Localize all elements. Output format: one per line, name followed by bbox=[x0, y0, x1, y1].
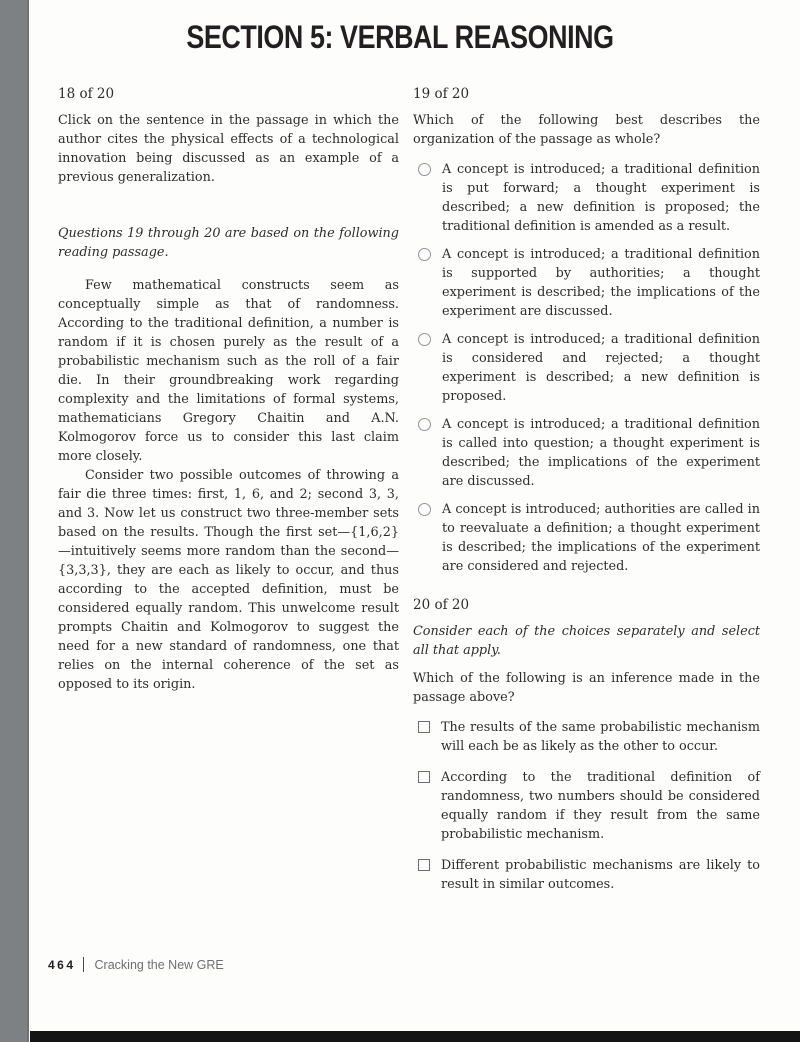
radio-button-icon[interactable] bbox=[418, 163, 431, 176]
passage-intro: Questions 19 through 20 are based on the following reading passage. bbox=[58, 226, 399, 260]
radio-button-icon[interactable] bbox=[418, 418, 431, 431]
question-19-number: 19 of 20 bbox=[413, 86, 470, 102]
radio-button-icon[interactable] bbox=[418, 333, 431, 346]
question-20-block bbox=[413, 597, 760, 894]
reading-passage[interactable] bbox=[58, 276, 399, 694]
question-18-number: 18 of 20 bbox=[58, 86, 115, 102]
answer-option[interactable] bbox=[418, 500, 760, 576]
checkbox-icon[interactable] bbox=[418, 859, 430, 871]
checkbox-icon[interactable] bbox=[418, 771, 430, 783]
passage-paragraph-1[interactable]: Few mathematical constructs seem as conceptually simple as that of randomness. According to the traditional definition, a number is random if it is chosen purely as the result of a probabilistic mechanism such as the roll of a fair die. In their groundbreaking work regarding complexity and the limitations of formal systems, mathematicians Gregory Chaitin and A.N. Kolmogorov force us to consider this last claim more closely. bbox=[58, 278, 399, 464]
answer-option[interactable] bbox=[418, 330, 760, 406]
radio-button-icon[interactable] bbox=[418, 503, 431, 516]
checkbox-icon[interactable] bbox=[418, 721, 430, 733]
left-column bbox=[58, 86, 399, 894]
option-label: The results of the same probabilistic mechanism will each be as likely as the other to occur. bbox=[441, 720, 760, 754]
page-footer bbox=[48, 957, 224, 972]
two-column-layout bbox=[58, 86, 760, 894]
bottom-page-edge-bar bbox=[30, 1031, 800, 1042]
answer-option[interactable] bbox=[418, 415, 760, 491]
left-margin-bar bbox=[0, 0, 29, 1042]
answer-option[interactable] bbox=[418, 245, 760, 321]
answer-option[interactable] bbox=[418, 856, 760, 894]
option-label: A concept is introduced; authorities are called in to reevaluate a definition; a thought experiment is described; the implications of the experiment are considered and rejected. bbox=[442, 502, 760, 574]
right-column bbox=[413, 86, 760, 894]
section-title: SECTION 5: VERBAL REASONING bbox=[186, 19, 614, 55]
passage-paragraph-2[interactable]: Consider two possible outcomes of throwing a fair die three times: first, 1, 6, and 2; second 3, 3, and 3. Now let us construct two three-member sets based on the results. Though the first set—{1,6,2}—intuitively seems more random than the second—{3,3,3}, they are each as likely to occur, and thus according to the accepted definition, must be considered equally random. This unwelcome result prompts Chaitin and Kolmogorov to suggest the need for a new standard of randomness, one that relies on the internal coherence of the set as opposed to its origin. bbox=[58, 468, 399, 692]
answer-option[interactable] bbox=[418, 718, 760, 756]
question-20-prompt: Which of the following is an inference made in the passage above? bbox=[413, 671, 760, 705]
footer-divider bbox=[83, 957, 84, 972]
radio-button-icon[interactable] bbox=[418, 248, 431, 261]
option-label: A concept is introduced; a traditional definition is supported by authorities; a thought experiment is described; the implications of the experiment are discussed. bbox=[442, 247, 760, 319]
question-20-number: 20 of 20 bbox=[413, 597, 470, 613]
option-label: According to the traditional definition of randomness, two numbers should be considered equally random if they result from the same probabilistic mechanism. bbox=[441, 770, 760, 842]
option-label: Different probabilistic mechanisms are likely to result in similar outcomes. bbox=[441, 858, 760, 892]
question-20-directions: Consider each of the choices separately and select all that apply. bbox=[413, 624, 760, 658]
answer-option[interactable] bbox=[418, 160, 760, 236]
option-label: A concept is introduced; a traditional definition is called into question; a thought experiment is described; the implications of the experiment are discussed. bbox=[442, 417, 760, 489]
question-19-prompt: Which of the following best describes the organization of the passage as whole? bbox=[413, 113, 760, 147]
question-20-options bbox=[413, 718, 760, 894]
question-19-options bbox=[413, 160, 760, 576]
page-number: 464 bbox=[48, 957, 76, 972]
question-18-prompt: Click on the sentence in the passage in which the author cites the physical effects of a technological innovation being discussed as an example of a previous generalization. bbox=[58, 113, 399, 185]
answer-option[interactable] bbox=[418, 768, 760, 844]
option-label: A concept is introduced; a traditional definition is put forward; a thought experiment is described; a new definition is proposed; the traditional definition is amended as a result. bbox=[442, 162, 760, 234]
book-title: Cracking the New GRE bbox=[94, 957, 224, 972]
option-label: A concept is introduced; a traditional definition is considered and rejected; a thought experiment is described; a new definition is proposed. bbox=[442, 332, 760, 404]
